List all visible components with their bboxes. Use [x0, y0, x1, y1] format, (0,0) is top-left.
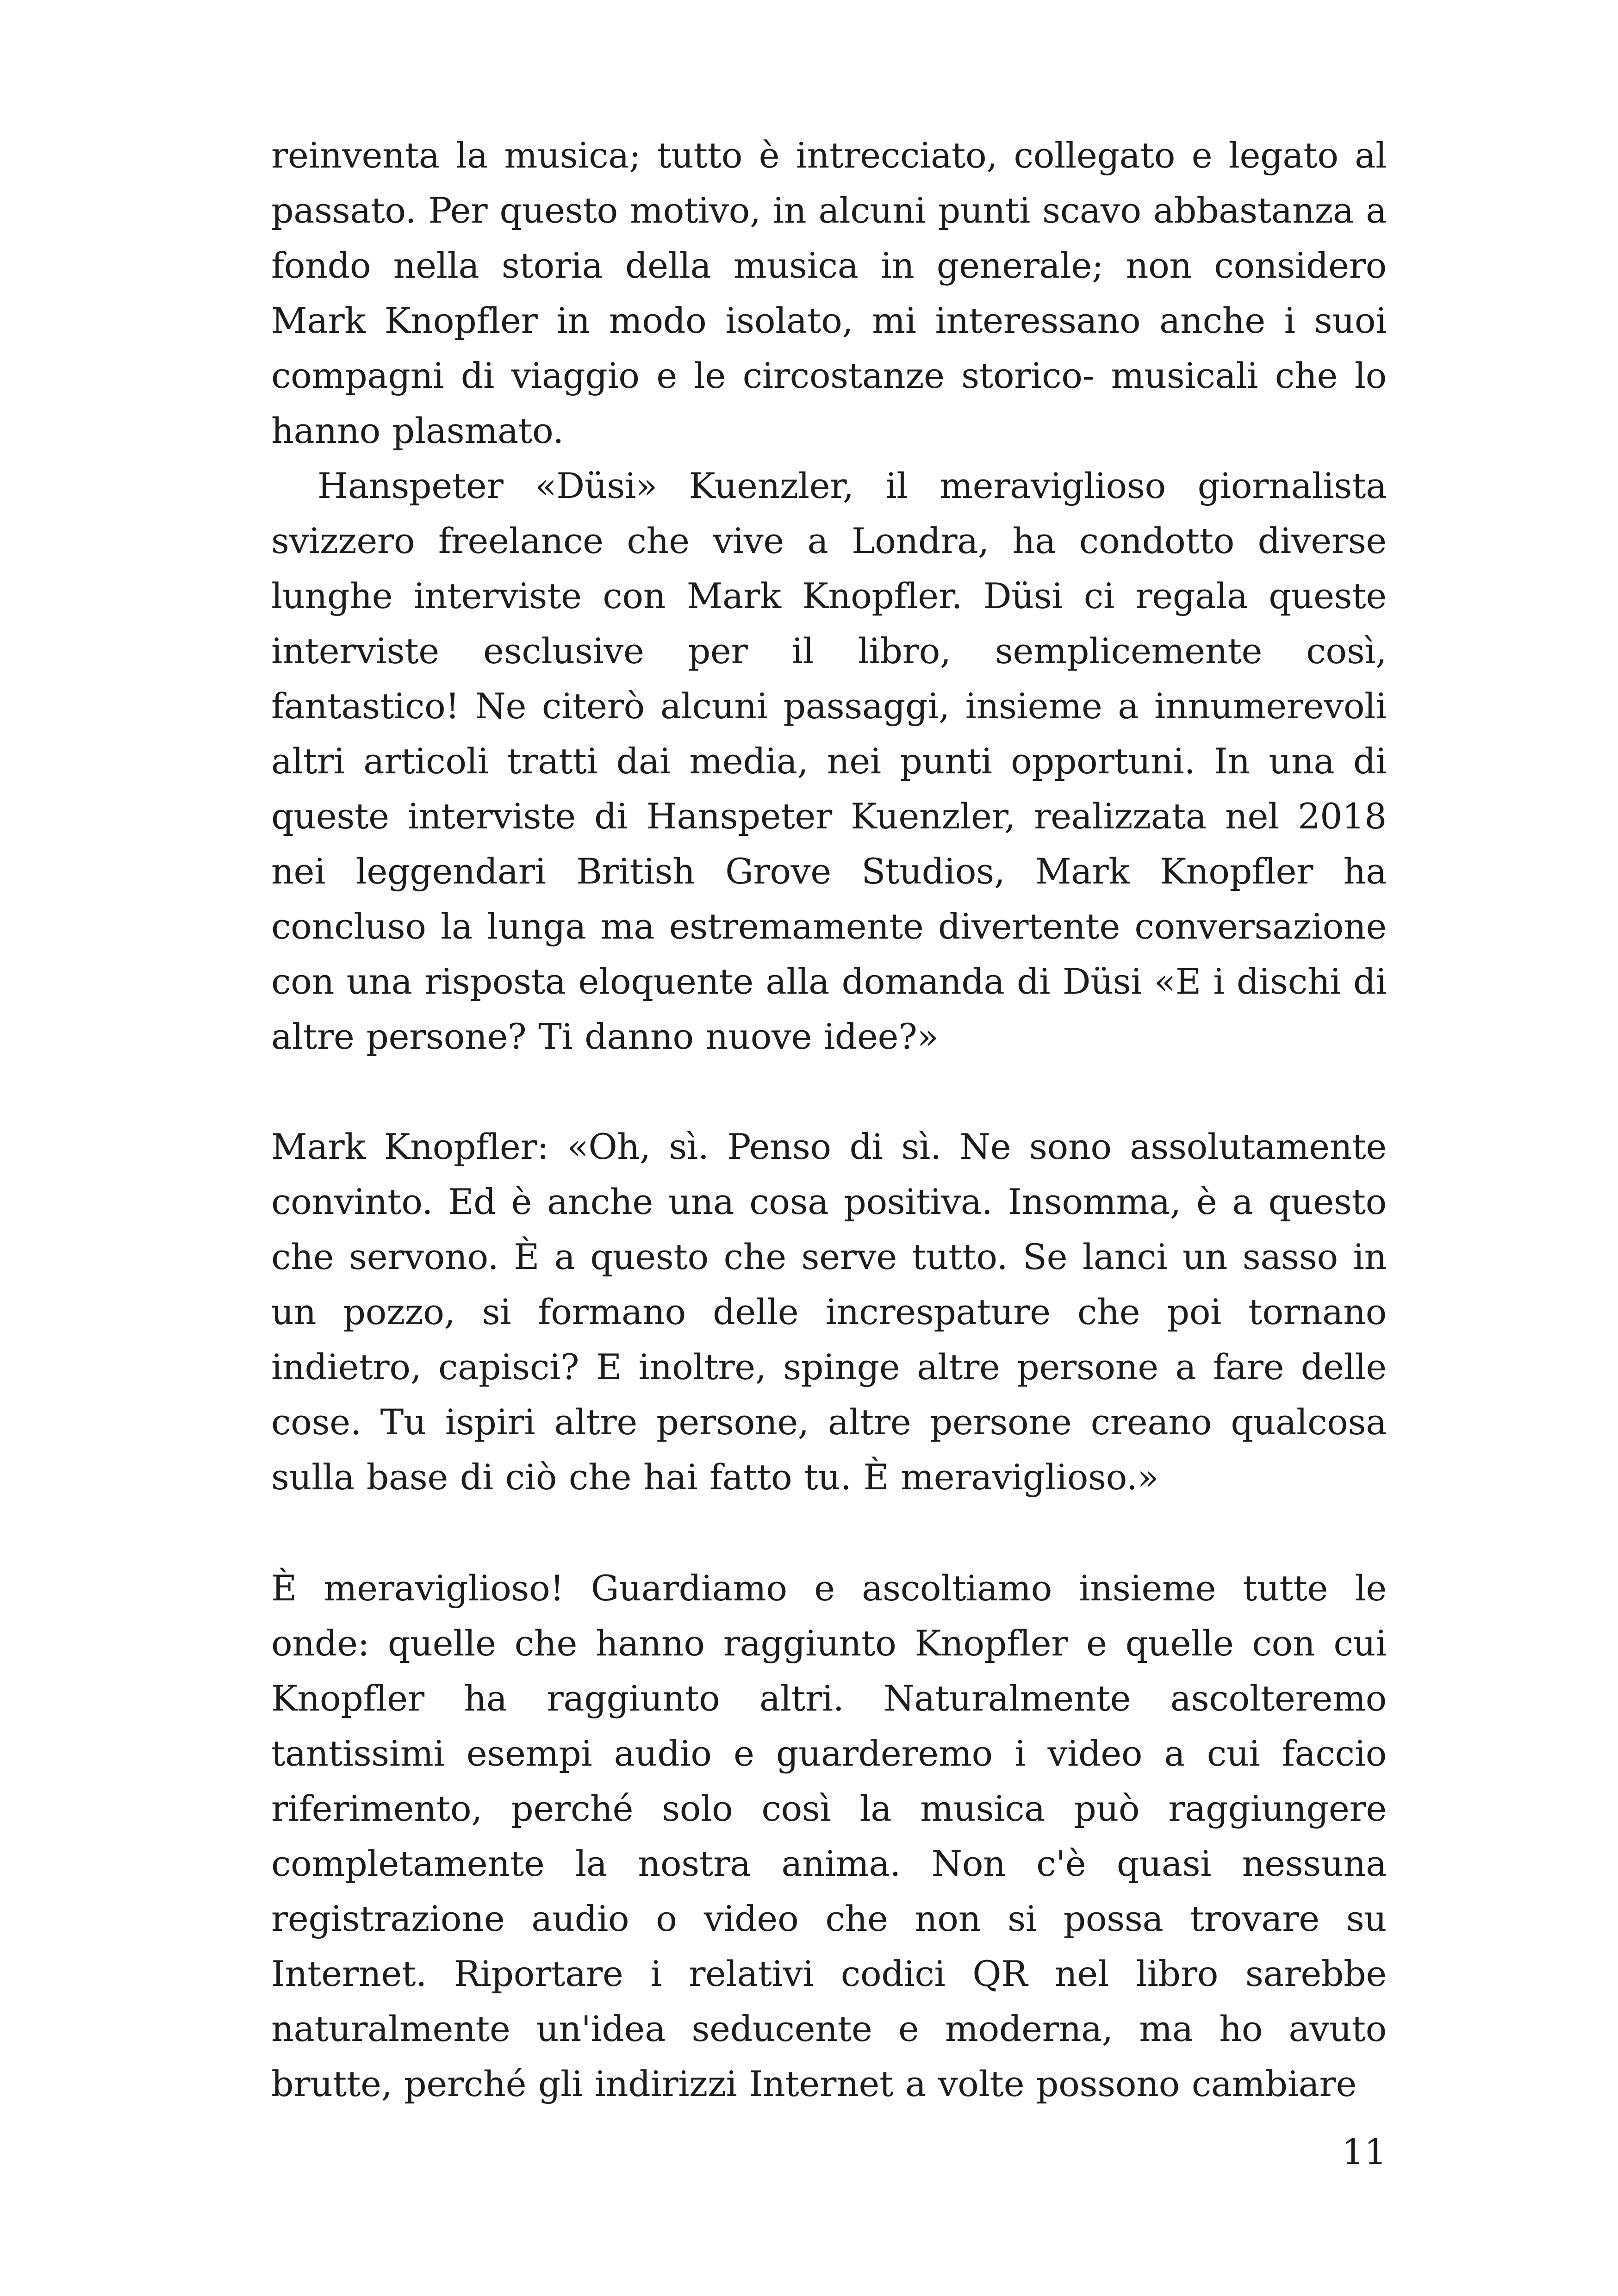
paragraph-meraviglioso [271, 1561, 1387, 2111]
paragraph-text: È meraviglioso! Guardiamo e ascoltiamo insieme tutte le onde: quelle che hanno raggiunto Knopfler e quelle con cui Knopfler ha raggiunto altri. Naturalmente ascolteremo tantissimi esempi audio e guarderemo i video a cui faccio riferimento, perché solo così la musica può raggiungere completamente la nostra anima. Non c'è quasi nessuna registrazione audio o video che non si possa trovare su Internet. Riportare i relativi codici QR nel libro sarebbe naturalmente un'idea seducente e moderna, ma ho avuto brutte, perché gli indirizzi Internet a volte possono cambiare [271, 1568, 1387, 2104]
page-number: 11 [1342, 2131, 1387, 2172]
paragraph-text: Mark Knopfler: «Oh, sì. Penso di sì. Ne sono assolutamente convinto. Ed è anche una cosa positiva. Insomma, è a questo che servono. È a questo che serve tutto. Se lanci un sasso in un pozzo, si formano delle increspature che poi tornano indietro, capisci? E inoltre, spinge altre persone a fare delle cose. Tu ispiri altre persone, altre persone creano qualcosa sulla base di ciò che hai fatto tu. È meraviglioso.» [271, 1126, 1387, 1498]
paragraph-continuation [271, 128, 1387, 458]
paragraph-text: Hanspeter «Düsi» Kuenzler, il meraviglioso giornalista svizzero freelance che vive a Londra, ha condotto diverse lunghe interviste con Mark Knopfler. Düsi ci regala queste interviste esclusive per il libro, semplicemente così, fantastico! Ne citerò alcuni passaggi, insieme a innumerevoli altri articoli tratti dai media, nei punti opportuni. In una di queste interviste di Hanspeter Kuenzler, realizzata nel 2018 nei leggendari British Grove Studios, Mark Knopfler ha concluso la lunga ma estremamente divertente conversazione con una risposta eloquente alla domanda di Düsi «E i dischi di altre persone? Ti danno nuove idee?» [271, 465, 1387, 1057]
paragraph-knopfler-quote [271, 1119, 1387, 1505]
paragraph-kuenzler-intro [271, 458, 1387, 1064]
paragraph-text: reinventa la musica; tutto è intrecciato, collegato e legato al passato. Per questo motivo, in alcuni punti scavo abbastanza a fondo nella storia della musica in generale; non considero Mark Knopfler in modo isolato, mi interessano anche i suoi compagni di viaggio e le circostanze storico- musicali che lo hanno plasmato. [271, 135, 1387, 451]
